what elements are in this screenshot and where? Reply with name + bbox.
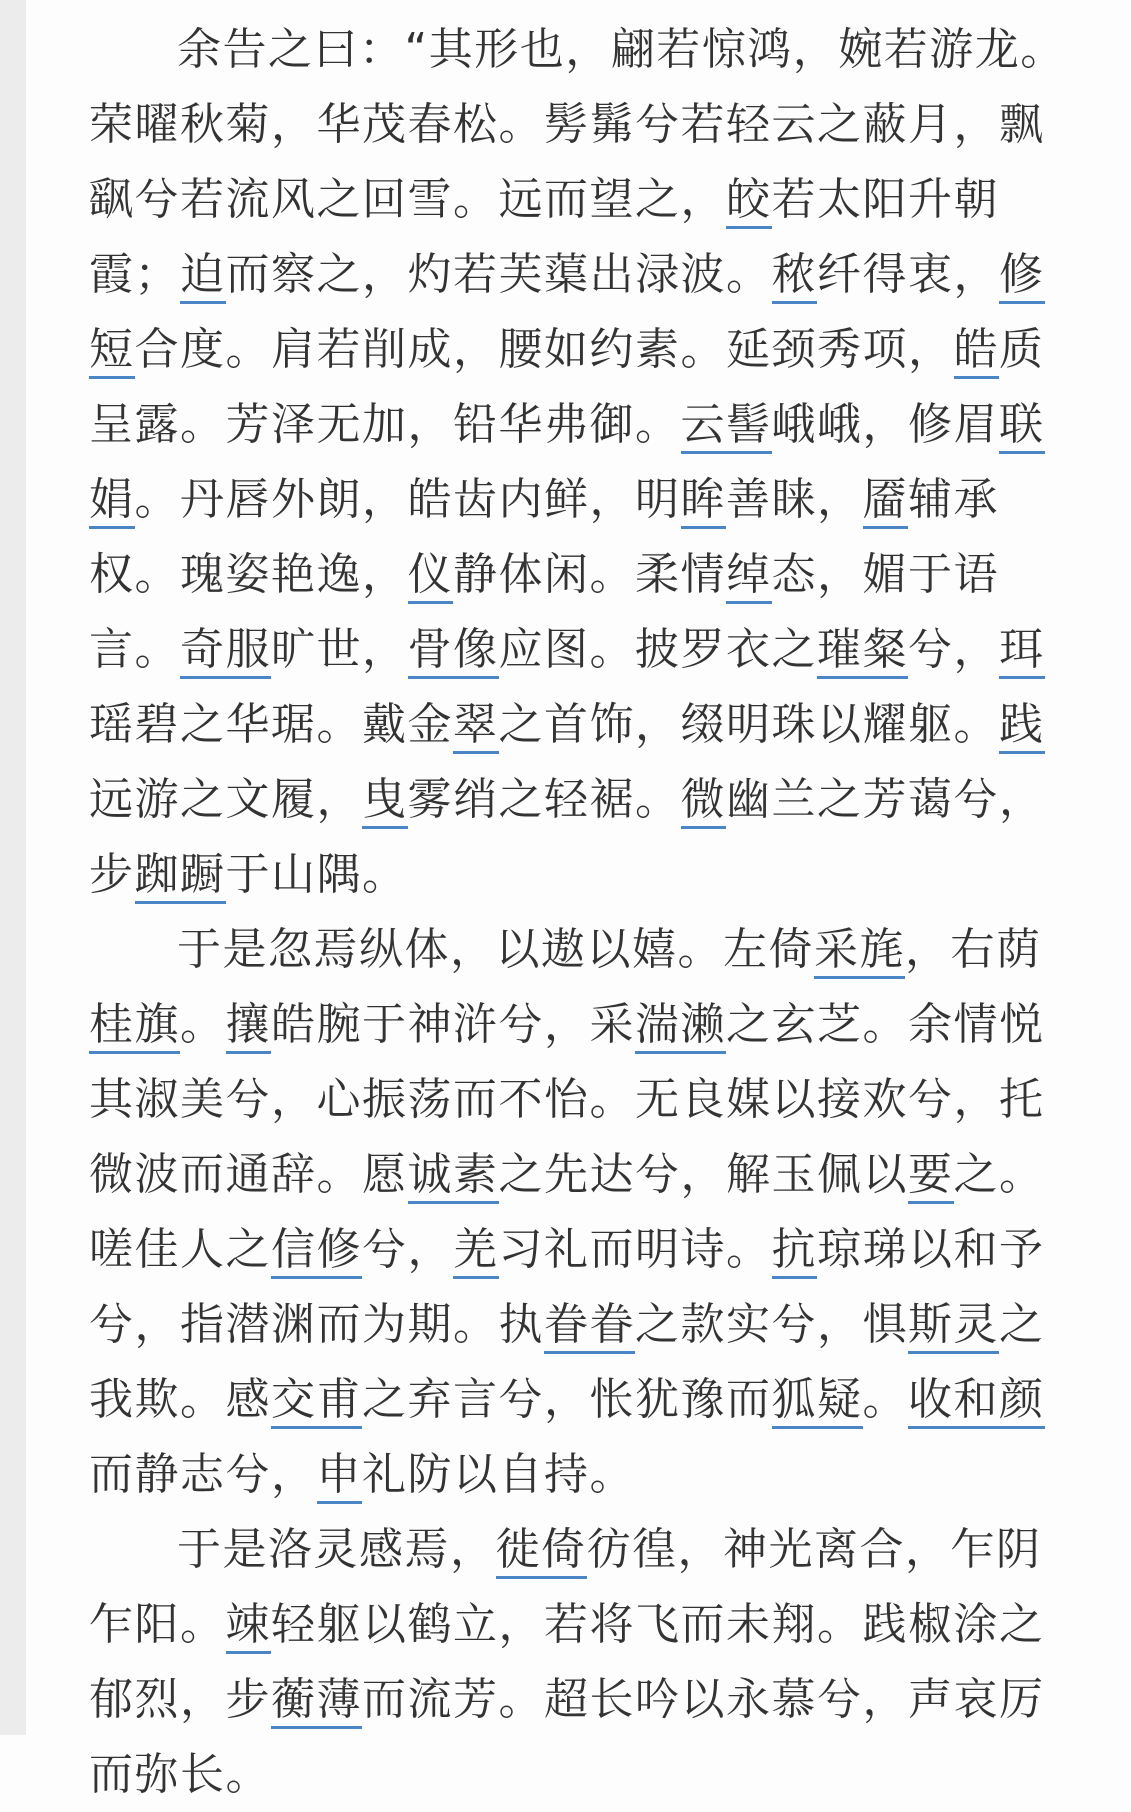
glossary-link[interactable]: 修短 [89, 249, 1045, 379]
glossary-link[interactable]: 绰 [726, 549, 772, 604]
glossary-link[interactable]: 交甫 [271, 1374, 362, 1429]
glossary-link[interactable]: 微 [681, 774, 727, 829]
glossary-link[interactable]: 秾 [772, 249, 818, 304]
glossary-link[interactable]: 踟蹰 [135, 849, 226, 904]
glossary-link[interactable]: 翠 [453, 699, 499, 754]
glossary-link[interactable]: 攘 [226, 999, 272, 1054]
text-segment: 轻躯以鹤立，若将飞而未翔。践椒涂之郁烈，步 [89, 1599, 1045, 1725]
text-segment: 余告之曰：“其形也，翩若惊鸿，婉若游龙。荣曜秋菊，华茂春松。髣髴兮若轻云之蔽月，飘飖兮若流风之回雪。远而望之， [89, 24, 1066, 225]
text-segment: 峨峨，修眉 [771, 399, 999, 450]
text-segment: 于是洛灵感焉， [177, 1524, 496, 1575]
glossary-link[interactable]: 奇服 [180, 624, 271, 679]
text-segment: 之。嗟佳人之 [89, 1149, 1045, 1275]
glossary-link[interactable]: 抗 [772, 1224, 818, 1279]
glossary-link[interactable]: 皓 [954, 324, 1000, 379]
text-segment: 彷徨，神光离合，乍阴乍阳。 [89, 1524, 1042, 1650]
glossary-link[interactable]: 曳 [362, 774, 408, 829]
text-segment: ，右荫 [905, 924, 1042, 975]
text-segment: 之先达兮，解玉佩以 [498, 1149, 908, 1200]
text-segment: 礼防以自持。 [362, 1449, 635, 1500]
glossary-link[interactable]: 诚素 [408, 1149, 499, 1204]
text-segment: 而静志兮， [89, 1449, 317, 1500]
text-segment: 雾绡之轻裾。 [407, 774, 681, 825]
text-segment: 兮， [908, 624, 999, 675]
glossary-link[interactable]: 信修 [271, 1224, 362, 1279]
paragraph [89, 912, 1079, 1512]
paragraph [89, 1512, 1079, 1812]
text-segment: 。 [180, 999, 226, 1050]
text-segment: 琼珶以和予兮，指潜渊而为期。执 [89, 1224, 1045, 1350]
text-segment: 兮， [362, 1224, 453, 1275]
glossary-link[interactable]: 联娟 [89, 399, 1045, 529]
glossary-link[interactable]: 云髻 [681, 399, 772, 454]
glossary-link[interactable]: 采旄 [814, 924, 905, 979]
glossary-link[interactable]: 竦 [226, 1599, 272, 1654]
text-segment: 善睐， [726, 474, 863, 525]
text-segment: 之弃言兮，怅犹豫而 [362, 1374, 772, 1425]
glossary-link[interactable]: 珥 [999, 624, 1045, 679]
text-segment: 之玄芝。余情悦其淑美兮，心振荡而不怡。无良媒以接欢兮，托微波而通辞。愿 [89, 999, 1045, 1200]
text-segment: 质呈露。芳泽无加，铅华弗御。 [89, 324, 1045, 450]
text-segment: 于是忽焉纵体，以遨以嬉。左倚 [177, 924, 814, 975]
text-segment: 习礼而明诗。 [498, 1224, 772, 1275]
glossary-link[interactable]: 璀粲 [817, 624, 908, 679]
text-segment: 旷世， [271, 624, 408, 675]
text-segment: 之款实兮，惧 [635, 1299, 908, 1350]
text-segment: 皓腕于神浒兮，采 [271, 999, 635, 1050]
text-segment: 应图。披罗衣之 [498, 624, 817, 675]
glossary-link[interactable]: 靥 [863, 474, 909, 529]
text-segment: 。丹唇外朗，皓齿内鲜，明 [134, 474, 681, 525]
glossary-link[interactable]: 皎 [726, 174, 772, 229]
text-segment: 合度。肩若削成，腰如约素。延颈秀项， [134, 324, 954, 375]
text-segment: 辅承权。瑰姿艳逸， [89, 474, 999, 600]
paragraph [89, 12, 1079, 912]
text-segment: 纤得衷， [817, 249, 999, 300]
text-segment: 而流芳。超长吟以永慕兮，声哀厉而弥长。 [89, 1674, 1045, 1800]
text-segment: 瑶碧之华琚。戴金 [89, 699, 453, 750]
glossary-link[interactable]: 要 [908, 1149, 954, 1204]
text-segment: 远游之文履， [89, 774, 362, 825]
glossary-link[interactable]: 眷眷 [544, 1299, 635, 1354]
glossary-link[interactable]: 践 [999, 699, 1045, 754]
text-segment: 若太阳升朝霞； [89, 174, 999, 300]
text-segment: 于山隅。 [225, 849, 408, 900]
glossary-link[interactable]: 骨像 [408, 624, 499, 679]
glossary-link[interactable]: 桂旗 [89, 999, 180, 1054]
glossary-link[interactable]: 眸 [681, 474, 727, 529]
glossary-link[interactable]: 申 [317, 1449, 363, 1504]
glossary-link[interactable]: 羌 [453, 1224, 499, 1279]
text-segment: 静体闲。柔情 [453, 549, 726, 600]
glossary-link[interactable]: 斯灵 [908, 1299, 999, 1354]
glossary-link[interactable]: 狐疑 [772, 1374, 863, 1429]
article-body [89, 12, 1079, 1812]
glossary-link[interactable]: 湍濑 [635, 999, 726, 1054]
text-segment: 而察之，灼若芙蕖出渌波。 [225, 249, 772, 300]
text-segment: 之我欺。感 [89, 1299, 1045, 1425]
left-margin-strip [0, 0, 26, 1735]
glossary-link[interactable]: 徙倚 [496, 1524, 587, 1579]
text-segment: 态，媚于语言。 [89, 549, 999, 675]
text-segment: 。 [862, 1374, 908, 1425]
glossary-link[interactable]: 蘅薄 [271, 1674, 362, 1729]
glossary-link[interactable]: 仪 [408, 549, 454, 604]
glossary-link[interactable]: 迫 [180, 249, 226, 304]
glossary-link[interactable]: 收和颜 [908, 1374, 1045, 1429]
text-segment: 之首饰，缀明珠以耀躯。 [498, 699, 999, 750]
text-segment: 幽兰之芳蔼兮，步 [89, 774, 1045, 900]
